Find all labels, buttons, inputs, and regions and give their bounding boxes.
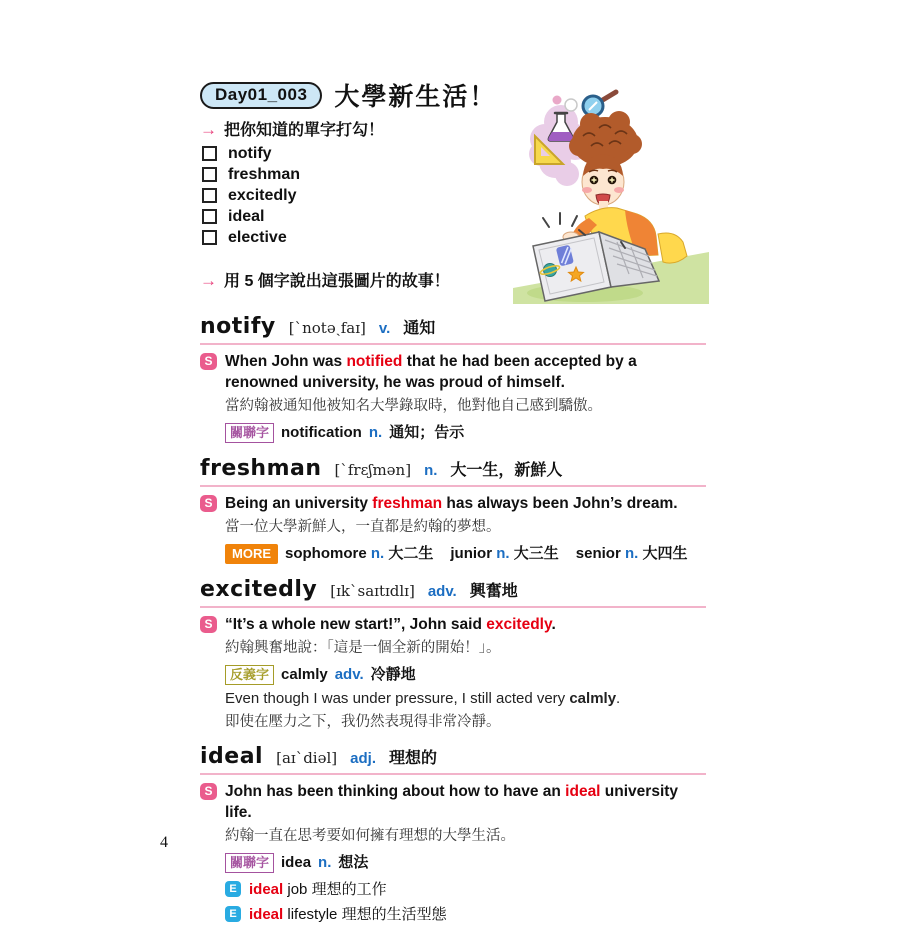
related-tag: 關聯字: [225, 423, 274, 443]
sentence-badge: S: [200, 353, 217, 370]
phrase-badge: E: [225, 906, 241, 922]
vocab-entries: [200, 314, 706, 924]
bubble-dot-icon: [553, 96, 562, 105]
phonetic: [ˋfrɛʃmən]: [334, 461, 412, 479]
antonym-word: calmly: [281, 666, 328, 683]
headword: notify: [200, 314, 276, 339]
sentence-post: has always been John’s dream.: [442, 495, 678, 512]
headword-divider: [200, 606, 706, 608]
vocab-entry-ideal: [200, 744, 706, 924]
checklist-label: freshman: [228, 165, 301, 183]
sentence-pre: “It’s a whole new start!”, John said: [225, 616, 487, 633]
word-checkbox[interactable]: [202, 230, 217, 245]
headword: excitedly: [200, 577, 318, 602]
sentence-translation: 約翰一直在思考要如何擁有理想的大學生活。: [225, 828, 515, 844]
related-word-pos: n.: [368, 424, 383, 441]
phrase-rest: lifestyle: [287, 906, 338, 923]
sentence-pre: John has been thinking about how to have an: [225, 783, 566, 800]
word-checkbox[interactable]: [202, 146, 217, 161]
more-word-pos: n.: [624, 545, 639, 562]
headword-meaning: 理想的: [388, 750, 437, 767]
sentence-highlight: ideal: [565, 783, 601, 800]
antonym-line: [225, 663, 706, 686]
more-word-pos: n.: [370, 545, 385, 562]
blush-left: [582, 187, 592, 193]
sentence-translation: 當一位大學新鮮人，一直都是約翰的夢想。: [225, 519, 501, 535]
sentence-highlight: notified: [346, 353, 403, 370]
instruction-text: 用 5 個字說出這張圖片的故事！: [224, 273, 450, 290]
sentence-badge: S: [200, 495, 217, 512]
antonym-word-meaning: 冷靜地: [370, 666, 416, 683]
sentence-text: [225, 614, 706, 635]
checklist-label: notify: [228, 144, 272, 162]
phrase-keyword: ideal: [249, 881, 284, 898]
phrase-line: [225, 880, 706, 899]
headword-line: [200, 744, 706, 770]
antonym-example-translation: 即使在壓力之下，我仍然表現得非常冷靜。: [225, 714, 501, 730]
antonym-tag: 反義字: [225, 665, 274, 685]
antonym-example-pre: Even though I was under pressure, I still acted very: [225, 690, 570, 707]
headword: ideal: [200, 744, 264, 769]
antonym-word-pos: adv.: [334, 666, 364, 683]
related-tag: 關聯字: [225, 853, 274, 873]
more-word-pos: n.: [496, 545, 510, 562]
phrase-line: [225, 905, 706, 924]
word-checkbox[interactable]: [202, 188, 217, 203]
headword-divider: [200, 343, 706, 345]
phrase-meaning: 理想的生活型態: [341, 906, 447, 923]
checklist-label: elective: [228, 228, 287, 246]
sentence-badge: S: [200, 783, 217, 800]
sentence-highlight: excitedly: [486, 616, 552, 633]
part-of-speech: adj.: [350, 750, 376, 767]
student-illustration: [513, 84, 709, 304]
related-word: notification: [281, 424, 362, 441]
sentence-pre: Being an university: [225, 495, 373, 512]
checklist-label: excitedly: [228, 186, 297, 204]
phrase-keyword: ideal: [249, 906, 284, 923]
checklist-label: ideal: [228, 207, 265, 225]
sentence-translation: 約翰興奮地說：「這是一個全新的開始！」。: [225, 640, 501, 656]
phonetic: [aɪˋdiəl]: [276, 749, 338, 767]
more-item: [450, 542, 558, 565]
instruction-text: 把你知道的單字打勾！: [224, 122, 385, 139]
day-badge: Day01_003: [200, 82, 322, 109]
phrase-text: [249, 905, 447, 924]
related-word-meaning: 想法: [338, 854, 369, 871]
part-of-speech: n.: [424, 462, 438, 479]
vocab-entry-excitedly: [200, 577, 706, 732]
more-words-line: [225, 542, 706, 565]
headword-meaning: 大一生，新鮮人: [450, 462, 563, 479]
page-number: 4: [160, 834, 168, 851]
related-words-line: [225, 851, 706, 874]
headword-line: [200, 577, 706, 603]
vocab-entry-notify: [200, 314, 706, 444]
arrow-icon: →: [200, 120, 217, 139]
part-of-speech: adv.: [427, 583, 457, 600]
sentence-post: university life.: [225, 783, 679, 821]
more-word: junior: [450, 545, 493, 562]
sentence-post: .: [551, 616, 556, 633]
magnifier-icon: [583, 92, 616, 116]
example-sentence: [200, 493, 706, 514]
related-word: idea: [281, 854, 312, 871]
arrow-icon: →: [200, 271, 217, 290]
related-word-pos: n.: [318, 854, 332, 871]
phrase-text: [249, 880, 387, 899]
sentence-text: [225, 781, 706, 823]
more-word-meaning: 大四生: [642, 545, 688, 562]
antonym-example-post: .: [616, 690, 621, 707]
more-word: sophomore: [285, 545, 367, 562]
example-sentence: [200, 614, 706, 635]
page-title: 大學新生活！: [334, 83, 497, 111]
antonym-example-bold: calmly: [569, 690, 617, 707]
headword-divider: [200, 773, 706, 775]
headword-line: [200, 456, 706, 482]
phrase-badge: E: [225, 881, 241, 897]
more-word: senior: [575, 545, 621, 562]
headword-meaning: 通知: [403, 320, 436, 337]
more-word-meaning: 大三生: [513, 545, 559, 562]
sentence-text: [225, 493, 706, 514]
headword-divider: [200, 485, 706, 487]
sentence-badge: S: [200, 616, 217, 633]
example-sentence: [200, 781, 706, 823]
more-tag: MORE: [225, 544, 278, 564]
word-checkbox[interactable]: [202, 167, 217, 182]
phrase-meaning: 理想的工作: [311, 881, 387, 898]
sentence-text: [225, 351, 706, 393]
phonetic: [ɪkˋsaɪtɪdlɪ]: [330, 582, 415, 600]
more-item: [576, 542, 688, 565]
related-words-line: [225, 421, 706, 444]
sentence-post: that he had been accepted by a renowned university, he was proud of himself.: [225, 353, 637, 391]
phrase-rest: job: [287, 881, 308, 898]
vocab-entry-freshman: [200, 456, 706, 565]
part-of-speech: v.: [378, 320, 391, 337]
related-word-meaning: 通知；告示: [389, 424, 465, 441]
sentence-highlight: freshman: [372, 495, 443, 512]
example-sentence: [200, 351, 706, 393]
sentence-pre: When John was: [225, 353, 347, 370]
bubble-dot-icon: [565, 99, 577, 111]
phonetic: [ˋnotəˏfaɪ]: [288, 319, 366, 337]
blush-right: [614, 187, 624, 193]
antonym-example-sentence: [225, 689, 706, 709]
sentence-translation: 當約翰被通知他被知名大學錄取時，他對他自己感到驕傲。: [225, 398, 602, 414]
headword-line: [200, 314, 706, 340]
headword-meaning: 興奮地: [469, 583, 518, 600]
headword: freshman: [200, 456, 322, 481]
more-word-meaning: 大二生: [388, 545, 434, 562]
word-checkbox[interactable]: [202, 209, 217, 224]
more-item: [285, 542, 433, 565]
